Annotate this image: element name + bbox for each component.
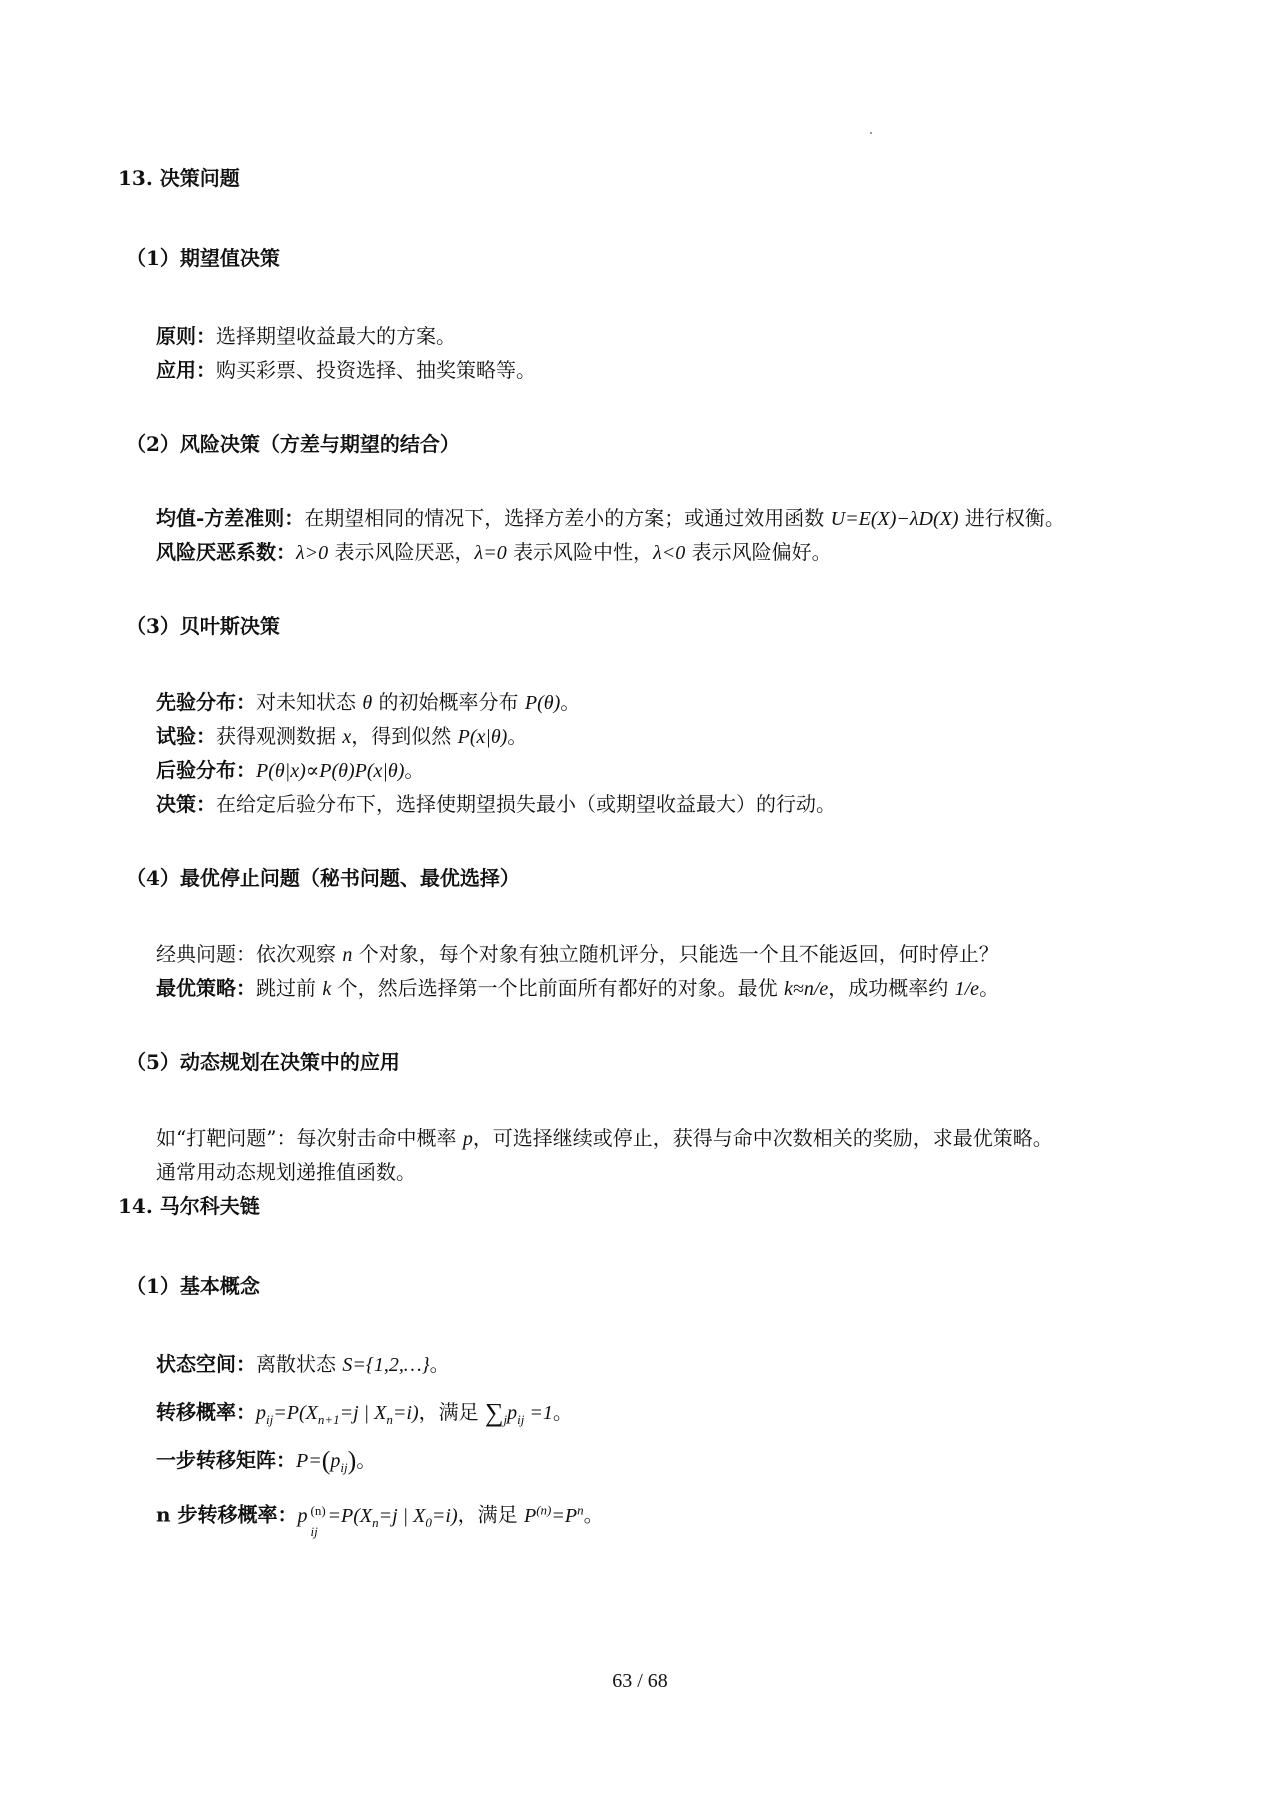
subsection-5-heading: （5）动态规划在决策中的应用 [126,1050,400,1074]
transition-formula: $p_{ij}=P(X_{n+1}=j$ | $X_n=i$) [256,1402,419,1427]
principle-line: 原则：选择期望收益最大的方案。 [156,324,456,348]
mean-variance-line: 均值-方差准则：在期望相同的情况下，选择方差小的方案；或通过效用函数 U=E(X)−λD(X) 进行权衡。 [156,506,1065,530]
subsection-2-heading: （2）风险决策（方差与期望的结合） [126,432,460,456]
subsection-1-heading: （1）期望值决策 [126,246,280,270]
decision-line: 决策：在给定后验分布下，选择使期望损失最小（或期望收益最大）的行动。 [156,792,836,816]
page-number: 63 / 68 [612,1670,668,1692]
posterior-line: 后验分布：P(θ|x)∝P(θ)P(x|θ)。 [156,758,425,782]
n-step-formula: p (n) ij $=P(X_n=j$ | $X_0=i$) [297,1502,458,1539]
subsection-3-heading: （3）贝叶斯决策 [126,614,280,638]
one-step-matrix-line: 一步转移矩阵：$P=(p_{ij})$。 [156,1446,377,1475]
experiment-line: 试验：获得观测数据 x，得到似然 P(x|θ)。 [156,724,528,748]
subsection-4-heading: （4）最优停止问题（秘书问题、最优选择） [126,866,520,890]
section-14-title: 14. 马尔科夫链 [118,1194,260,1218]
transition-prob-line: 转移概率：$p_{ij}=P(X_{n+1}=j$ | $X_n=i$)，满足 $\sum_jp_{ij} =1$。 [156,1398,573,1427]
classic-problem-line: 经典问题：依次观察 n 个对象，每个对象有独立随机评分，只能选一个且不能返回，何时停止？ [156,942,999,966]
prior-line: 先验分布：对未知状态 θ 的初始概率分布 P(θ)。 [156,690,581,714]
sum-formula: $\sum_jp_{ij} =1$ [484,1398,553,1427]
n-step-power-formula: $P^{(n)}=P^n$ [523,1502,584,1527]
scan-dot [870,132,872,134]
n-step-prob-line: n 步转移概率：p (n) ij $=P(X_n=j$ | $X_0=i$)，满足 $P^{(n)}=P^n$。 [156,1502,604,1539]
state-space-formula: S={1,2,…} [342,1354,430,1376]
shooting-problem-line: 如“打靶问题”：每次射击命中概率 p，可选择继续或停止，获得与命中次数相关的奖励，求最优策略。 [156,1126,1053,1150]
subsection-14-1-heading: （1）基本概念 [126,1274,260,1298]
state-space-line: 状态空间：离散状态 S={1,2,…}。 [156,1352,450,1376]
section-13-title: 13. 决策问题 [118,166,240,190]
application-line: 应用：购买彩票、投资选择、抽奖策略等。 [156,358,536,382]
risk-coefficient-line: 风险厌恶系数：λ>0 表示风险厌恶，λ=0 表示风险中性，λ<0 表示风险偏好。 [156,540,832,564]
matrix-formula: $P=(p_{ij})$ [296,1446,357,1475]
dp-line: 通常用动态规划递推值函数。 [156,1160,416,1184]
optimal-strategy-line: 最优策略：跳过前 k 个，然后选择第一个比前面所有都好的对象。最优 k≈n/e，成功概率约 1/e。 [156,976,1000,1000]
